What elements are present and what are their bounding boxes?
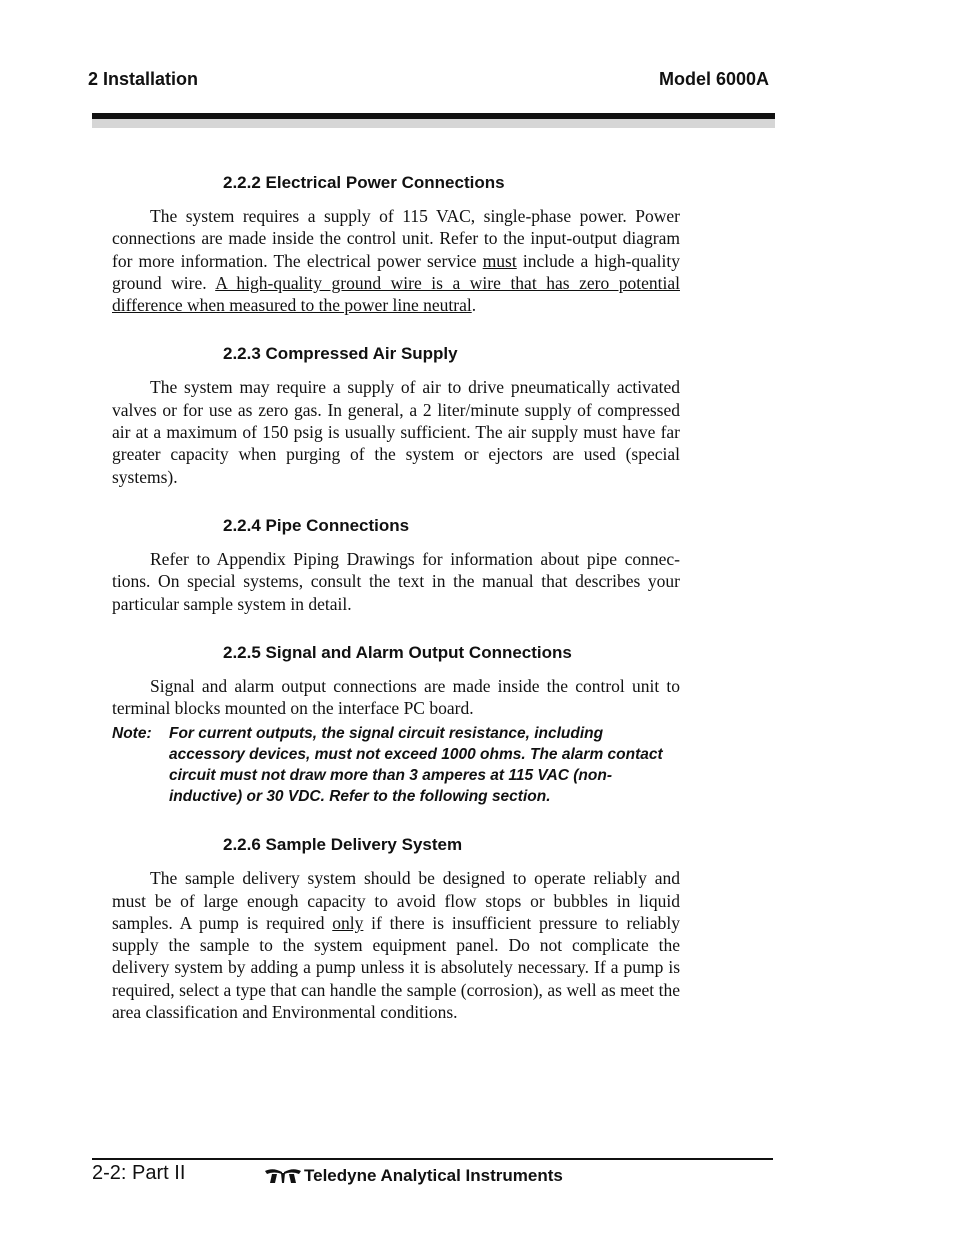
body-text: . <box>471 295 477 316</box>
footer-company: Teledyne Analytical Instruments <box>304 1166 563 1185</box>
footer-rule <box>92 1158 773 1160</box>
emphasis-text: must <box>482 250 517 271</box>
section-heading: 2.2.6 Sample Delivery System <box>223 835 463 855</box>
page-content <box>112 172 680 1050</box>
body-text: include a high-quality ground wire. <box>112 250 680 293</box>
emphasis-text: A high-quality ground wire is a wire that has zero potential difference when measured to the power line neutral <box>112 272 680 316</box>
emphasis-text: only <box>332 912 364 933</box>
section-body <box>112 867 680 1023</box>
section-signal-alarm <box>112 642 680 807</box>
note-block <box>112 724 680 807</box>
section-body <box>112 205 680 316</box>
header-rule-shadow <box>92 119 775 128</box>
note-text: For current outputs, the signal circuit resistance, including accessory devices, must not exceed 1000 ohms. The alarm contact circuit must not draw more than 3 amperes at 115 VAC (non-inductive) or 30 VDC. Refer to the following section. <box>169 725 663 805</box>
body-text: if there is insufficient pressure to reliably supply the sample to the system equipment panel. Do not complicate the delivery system by adding a pump unless it is absolutely necessary. If a pump is required, select a type that can handle the sample (corrosion), as well as meet the area classification and Environmental conditions. <box>112 912 680 1023</box>
section-heading: 2.2.3 Compressed Air Supply <box>223 344 458 364</box>
section-heading: 2.2.5 Signal and Alarm Output Connections <box>223 642 572 662</box>
section-body: Signal and alarm output connections are made inside the control unit to terminal blocks mounted on the interface PC board. <box>112 675 680 719</box>
body-text: The system requires a supply of 115 VAC, single-phase power. Power connections are made inside the control unit. Refer to the input-output diagram for more information. The electrical power service <box>112 206 680 271</box>
footer-page-number: 2-2: Part II <box>92 1162 186 1184</box>
header-section-title: 2 Installation <box>88 69 199 89</box>
section-compressed-air <box>112 343 680 487</box>
section-sample-delivery <box>112 834 680 1023</box>
note-label: Note: <box>112 725 152 743</box>
header-model: Model 6000A <box>658 69 769 89</box>
section-electrical-power <box>112 172 680 316</box>
teledyne-logo-icon <box>264 1168 302 1184</box>
section-pipe-connections <box>112 515 680 615</box>
section-body: Refer to Appendix Piping Drawings for information about pipe connec-tions. On special systems, consult the text in the manual that describes your particular sample system in detail. <box>112 548 680 614</box>
section-heading: 2.2.4 Pipe Connections <box>223 515 410 535</box>
section-body: The system may require a supply of air to drive pneumatically activated valves or for use as zero gas. In general, a 2 liter/minute supply of compressed air at a maximum of 150 psig is usually sufficient. The air supply must have far greater capacity when purging of the system or ejectors are used (special systems). <box>112 377 680 487</box>
section-heading: 2.2.2 Electrical Power Connections <box>223 173 505 192</box>
body-text: The sample delivery system should be designed to operate reliably and must be of large enough capacity to avoid flow stops or bubbles in liquid samples. A pump is required <box>112 868 680 933</box>
